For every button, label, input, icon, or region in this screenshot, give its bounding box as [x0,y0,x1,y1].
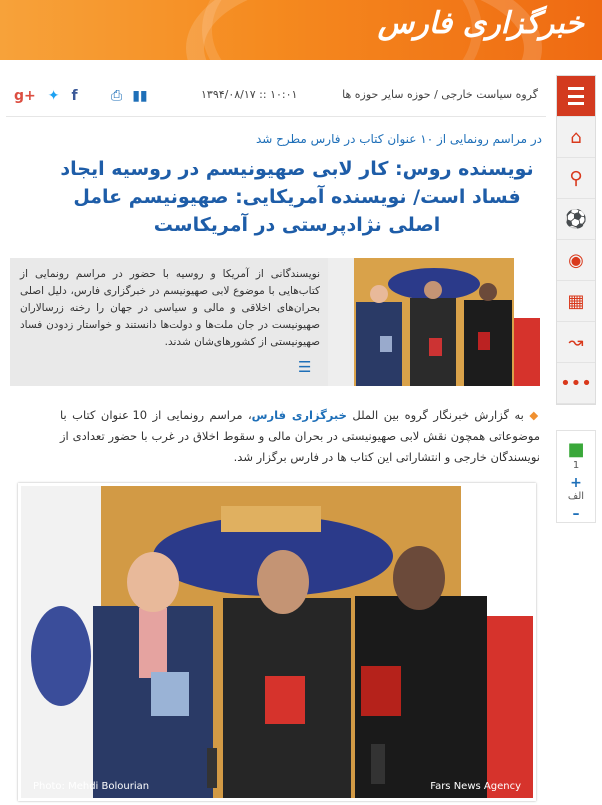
menu-button[interactable] [557,76,595,117]
lead-box [10,258,540,386]
chart-icon[interactable]: ↝ [557,322,595,363]
lead-text: نویسندگانی از آمریکا و روسیه با حضور در مراسم رونمایی از کتاب‌هایی با موضوع لابی صهیونیسم در خبرگزاری فارس، دلیل اصلی بحران‌های اخلاقی و مالی و سیاسی در جهان را رخنه زرسالاران صهیونیست در جان ملت‌ها و دولت‌ها دانستند و خواستار زدودن فساد صهیونیستی از کشورهای‌شان شدند. [20,268,320,348]
photo-credit: Photo: Mehdi Bolourian [33,781,150,792]
source-link[interactable]: خبرگزاری فارس [251,408,347,422]
publish-datetime: ۱۳۹۴/۰۸/۱۷ :: ۱۰:۰۱ [201,88,298,101]
short-link-icon[interactable]: ▮▮ [132,88,148,104]
photo-agency: Fars News Agency [430,781,521,792]
lead-image[interactable] [328,258,540,386]
breadcrumb[interactable]: گروه سیاست خارجی / حوزه سایر حوزه ها [342,88,538,101]
body-text-pre: به گزارش خبرنگار گروه بین الملل [346,408,524,422]
culture-icon[interactable]: ▦ [557,281,595,322]
site-header [0,0,602,60]
article-kicker: در مراسم رونمایی از ۱۰ عنوان کتاب در فارس مطرح شد [256,132,542,146]
facebook-icon[interactable]: f [71,88,78,104]
more-icon[interactable]: ••• [557,363,595,404]
print-tools [111,88,148,104]
sidebar-nav [556,75,596,405]
twitter-icon[interactable]: ✦ [47,88,60,104]
article-photo[interactable] [18,483,536,801]
article-headline: نویسنده روس: کار لابی صهیونیسم در روسیه ایجاد فساد است/ نویسنده آمریکایی: صهیونیسم عامل اصلی نژادپرستی در آمریکاست [60,158,534,236]
economy-icon[interactable]: ◉ [557,240,595,281]
search-icon[interactable]: ⚲ [557,158,595,199]
comment-count: 1 [572,460,580,471]
home-icon[interactable]: ⌂ [557,117,595,158]
read-more-icon[interactable]: ☰ [298,358,312,376]
font-decrease-button[interactable]: – [572,506,580,522]
share-buttons [14,88,78,104]
sports-icon[interactable]: ⚽ [557,199,595,240]
google-plus-icon[interactable]: g+ [14,88,36,104]
font-increase-button[interactable]: + [570,475,582,491]
article-body [60,405,540,468]
article-tools [556,430,596,523]
comment-icon[interactable]: ■ [567,439,585,460]
print-icon[interactable]: ⎙ [111,88,123,104]
article-topbar [6,78,546,117]
bullet-icon: ◆ [529,408,540,422]
site-logo[interactable]: خبرگزاری فارس [377,6,584,41]
font-size-label: الف [567,491,585,502]
body-text-post: ، مراسم رونمایی از 10 عنوان کتاب با موضوعاتی همچون نقش لابی صهیونیستی در بحران مالی و سقوط اخلاق در غرب با حضور تعدادی از نویسندگان خارجی و انتشاراتی این کتاب ها در فارس برگزار شد. [60,408,540,464]
hamburger-icon [568,87,584,105]
